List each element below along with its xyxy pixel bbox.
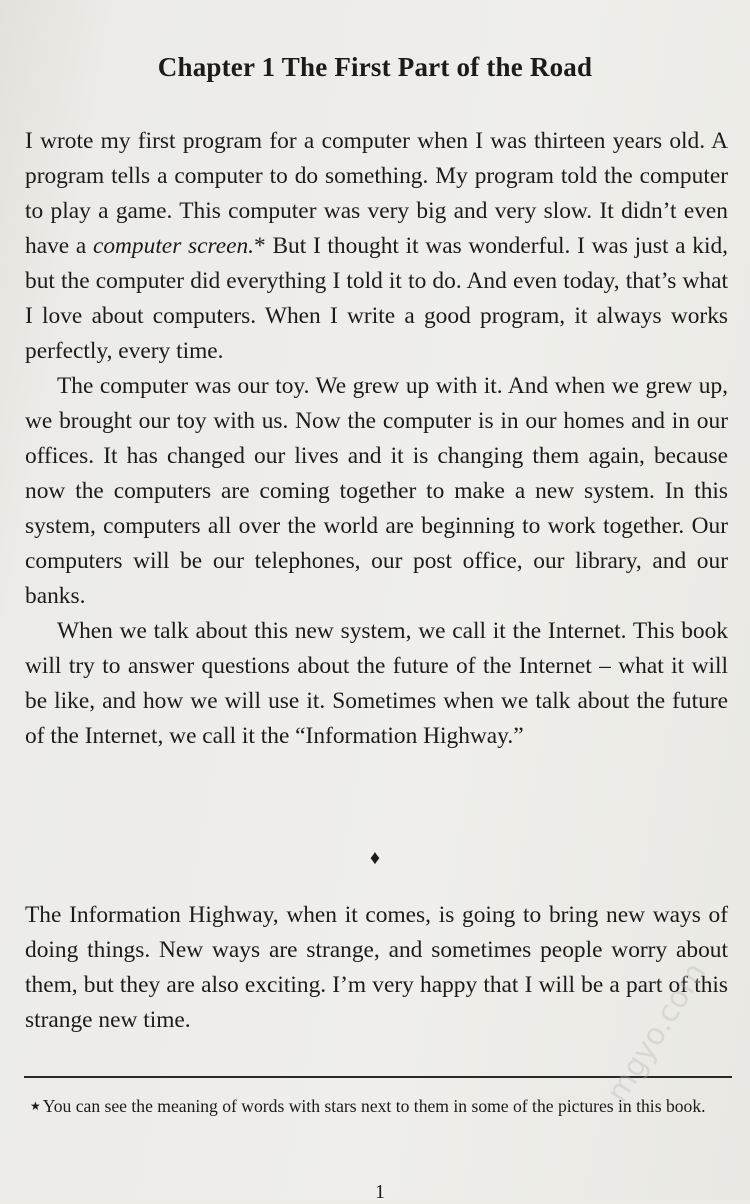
footnote bbox=[30, 1092, 710, 1121]
footnote-star-icon: ★ bbox=[30, 1099, 41, 1113]
watermark: mgyo.com bbox=[600, 956, 714, 1109]
glossary-star: * bbox=[254, 233, 266, 259]
paragraph-1 bbox=[25, 124, 728, 369]
paragraph-1-text-b: But I thought it was wonderful. I was just a kid, but the computer did everything I told it to do. And even today, that’s what I love about computers. When I write a good program, it always works perfectly, every time. bbox=[25, 233, 728, 364]
glossary-term: computer screen. bbox=[92, 233, 255, 259]
chapter-title: Chapter 1 The First Part of the Road bbox=[157, 52, 593, 82]
paragraph-1-text-a: I wrote my first program for a computer when I was thirteen years old. A program tells a computer to do something. My program told the computer to play a game. This computer was very big and very slow. It didn’t even have a bbox=[25, 128, 728, 259]
footnote-text: You can see the meaning of words with stars next to them in some of the pictures in this book. bbox=[42, 1096, 706, 1116]
main-text bbox=[25, 124, 728, 754]
paragraph-2: The computer was our toy. We grew up with it. And when we grew up, we brought our toy with us. Now the computer is in our homes and in our offices. It has changed our lives and it is changing them again, because now the computers are coming together to make a new system. In this system, computers all over the world are beginning to work together. Our computers will be our telephones, our post office, our library, and our banks. bbox=[25, 373, 728, 609]
paragraph-3: When we talk about this new system, we call it the Internet. This book will try to answer questions about the future of the Internet – what it will be like, and how we will use it. Sometimes when we talk about the future of the Internet, we call it the “Information Highway.” bbox=[25, 618, 728, 749]
page-number: 1 bbox=[375, 1181, 385, 1203]
paragraph-4: The Information Highway, when it comes, is going to bring new ways of doing things. New ways are strange, and sometimes people worry about them, but they are also exciting. I’m very happy that I will be a part of this strange new time. bbox=[25, 902, 728, 1033]
section-separator-diamond: ♦ bbox=[369, 847, 381, 869]
main-text-2 bbox=[25, 898, 728, 1038]
